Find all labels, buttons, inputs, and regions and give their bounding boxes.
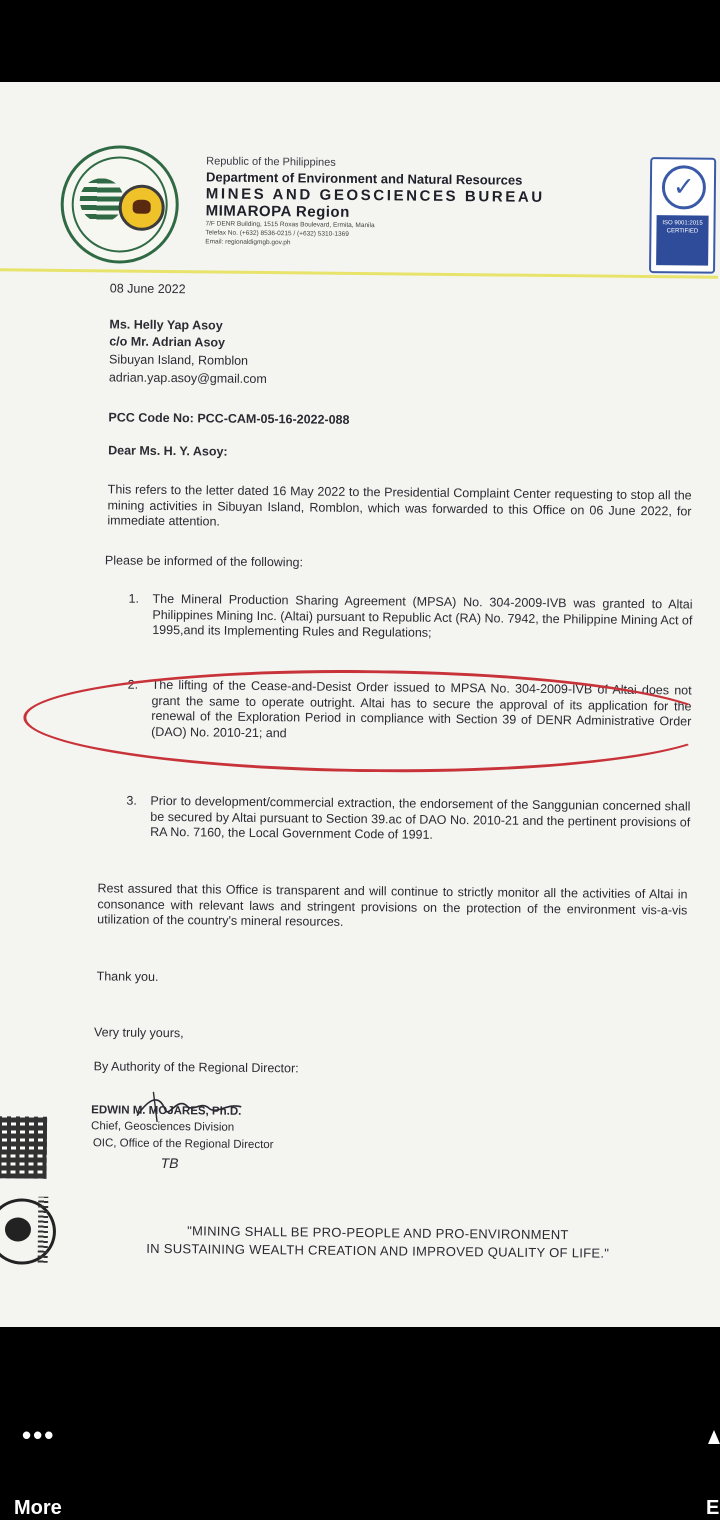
letterhead-email: Email: regionaldigmgb.gov.ph	[205, 238, 291, 247]
list-item-number: 3.	[126, 793, 137, 808]
pcc-code: PCC Code No: PCC-CAM-05-16-2022-088	[108, 410, 350, 427]
letterhead-department: Department of Environment and Natural Resources	[205, 169, 523, 188]
motto-line2: IN SUSTAINING WEALTH CREATION AND IMPROVED QUALITY OF LIFE."	[146, 1240, 610, 1261]
edit-icon[interactable]	[708, 1430, 720, 1444]
signer-title-oic: OIC, Office of the Regional Director	[92, 1137, 274, 1152]
addressee-email: adrian.yap.asoy@gmail.com	[108, 370, 267, 387]
paragraph-intro: This refers to the letter dated 16 May 2022 to the Presidential Complaint Center requesting to stop all the mining activities in Sibuyan Island, Romblon, which was forwarded to this Office on 06 June 2022, for immediate attention.	[107, 482, 692, 529]
paragraph-informed: Please be informed of the following:	[104, 553, 304, 570]
list-item	[126, 794, 691, 864]
edit-button-label[interactable]: E	[706, 1497, 720, 1519]
list-item-text: The lifting of the Cease-and-Desist Order issued to MPSA No. 304-2009-IVB of Altai does not grant the same to operate outright. Altai has to secure the approval of its application for the renewal of the Exploration Period in compliance with Section 39 of DENR Administrative Order (DAO) No. 2010-21; and	[151, 677, 692, 740]
more-button[interactable]: More	[14, 1497, 62, 1519]
letterhead-bureau: MINES AND GEOSCIENCES BUREAU	[205, 185, 545, 206]
signer-title: Chief, Geosciences Division	[90, 1120, 235, 1134]
list-item	[128, 592, 693, 662]
letterhead-telefax: Telefax No. (+632) 8536-0215 / (+632) 5310-1369	[205, 229, 349, 238]
letterhead	[205, 155, 636, 250]
letterhead-line1: Republic of the Philippines	[206, 155, 336, 169]
addressee-co: c/o Mr. Adrian Asoy	[109, 334, 226, 350]
list-item-text: Prior to development/commercial extraction, the endorsement of the Sanggunian concerned shall be secured by Altai pursuant to Section 39.ac of DAO No. 2010-21 and the pertinent provisions of RA No. 7160, the Local Government Code of 1991.	[150, 793, 691, 842]
check-icon: ✓	[662, 165, 706, 209]
initials: TB	[160, 1154, 179, 1172]
footer-vertical-text	[38, 1197, 49, 1263]
addressee-name: Ms. Helly Yap Asoy	[109, 317, 223, 333]
qr-code	[0, 1116, 47, 1179]
signer-name: EDWIN M. MOJARES, Ph.D.	[91, 1104, 242, 1118]
by-authority: By Authority of the Regional Director:	[93, 1059, 299, 1076]
salutation: Dear Ms. H. Y. Asoy:	[108, 443, 228, 459]
iso-certification-badge	[649, 157, 716, 274]
list-item-number: 2.	[127, 677, 139, 692]
letterhead-region: MIMAROPA Region	[205, 202, 350, 221]
motto	[48, 1221, 708, 1264]
motto-line1: "MINING SHALL BE PRO-PEOPLE AND PRO-ENVIRONMENT	[187, 1223, 569, 1243]
letter-photo	[0, 82, 720, 1327]
letterhead-address: 7/F DENR Building, 1515 Roxas Boulevard, Ermita, Manila	[205, 220, 375, 230]
more-options-icon[interactable]: •••	[22, 1420, 56, 1450]
thank-you: Thank you.	[96, 969, 159, 984]
list-item-number: 1.	[128, 591, 140, 606]
mgb-seal-logo	[60, 145, 179, 264]
closing: Very truly yours,	[93, 1025, 184, 1041]
letter-date: 08 June 2022	[109, 281, 186, 297]
iso-label: ISO 9001:2015 CERTIFIED	[656, 215, 709, 266]
header-rule	[0, 268, 718, 279]
addressee-place: Sibuyan Island, Romblon	[109, 352, 249, 368]
list-item-text: The Mineral Production Sharing Agreement (MPSA) No. 304-2009-IVB was granted to Altai Philippines Mining Inc. (Altai) pursuant to Republic Act (RA) No. 7942, the Philippine Mining Act of 1995,and its Implementing Rules and Regulations;	[152, 591, 693, 640]
paragraph-assurance: Rest assured that this Office is transparent and will continue to strictly monitor all the activities of Altai in consonance with relevant laws and stringent provisions on the protection of the environment vis-a-vis utilization of the country's mineral resources.	[97, 881, 688, 929]
